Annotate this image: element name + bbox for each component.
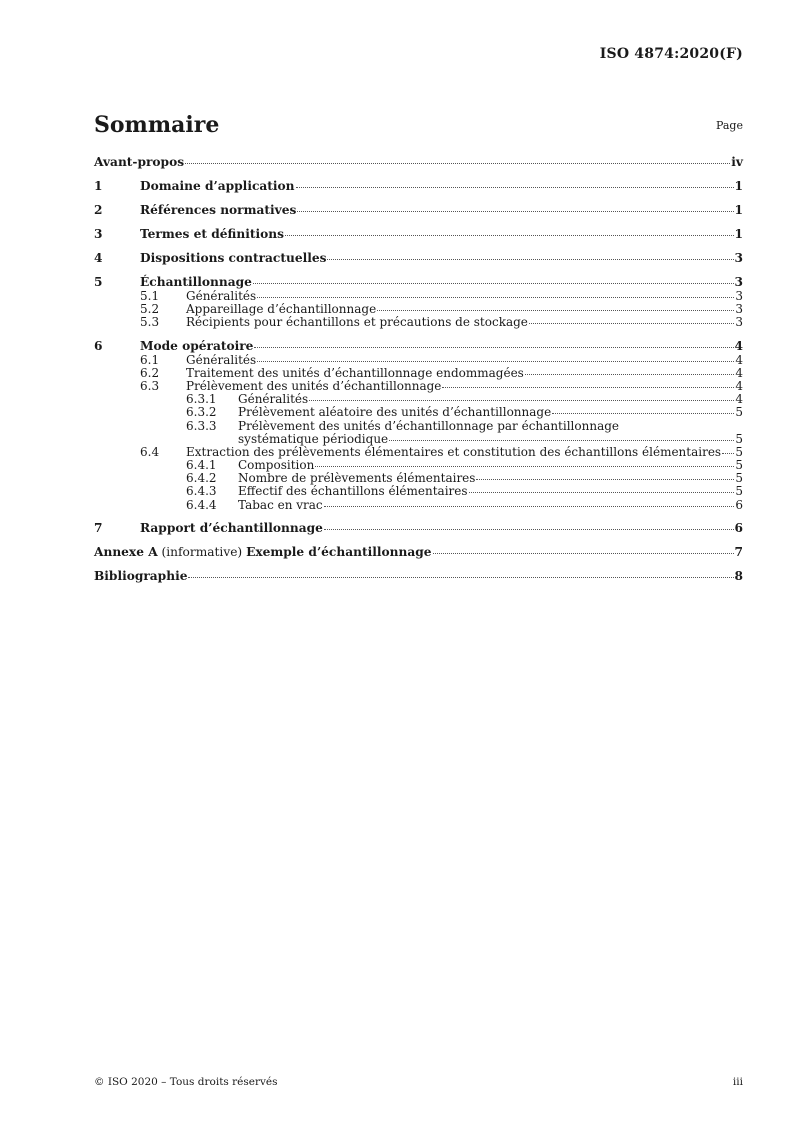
toc-title: Rapport d’échantillonnage [140,520,323,535]
toc-number: 6.4 [140,444,160,459]
toc-title: Termes et définitions [140,227,284,241]
toc-page: iv [731,155,743,169]
toc-entry-6-3-2[interactable] [94,406,743,419]
toc-page: 1 [734,179,743,193]
toc-number: 2 [94,203,103,217]
toc-entry-6-2[interactable] [94,367,743,380]
toc-page: 1 [734,203,743,217]
annex-label: Annexe A [94,544,158,559]
toc-number: 6.1 [140,352,160,367]
toc-entry-bibliographie[interactable] [94,568,743,584]
toc-title: Avant-propos [94,155,185,169]
toc-number: 6.2 [140,365,160,380]
toc-title: Échantillonnage [140,275,252,289]
dot-leader [442,387,734,388]
toc-page: 4 [735,392,743,407]
toc-title: Appareillage d’échantillonnage [186,302,377,317]
toc-title: Prélèvement aléatoire des unités d’échantillonnage [238,405,552,420]
toc-title-continued: systématique périodique [238,431,389,446]
toc-entry-6-4-3[interactable] [94,485,743,498]
toc-number: 6.3.3 [186,418,217,433]
annex-type: (informative) [157,544,247,559]
toc-page: 8 [734,568,743,583]
toc-number: 6.3.1 [186,392,217,407]
dot-leader [722,453,734,454]
toc-entry-3[interactable] [94,226,743,242]
toc-title: Récipients pour échantillons et précautions de stockage [186,315,528,330]
dot-leader [469,492,735,493]
toc-title [94,544,432,560]
toc-number: 6.4.2 [186,471,217,486]
dot-leader [188,577,733,578]
toc-number: 4 [94,251,103,265]
toc-page: 6 [735,497,743,512]
footer-copyright: © ISO 2020 – Tous droits réservés [94,1076,278,1088]
toc-page: 5 [735,405,743,420]
toc-title: Prélèvement des unités d’échantillonnage [186,378,442,393]
toc-title: Domaine d’application [140,179,295,193]
toc-number: 6.4.1 [186,458,217,473]
toc-page: 4 [735,378,743,393]
toc-number: 5 [94,275,103,289]
toc-number: 5.1 [140,289,160,303]
dot-leader [377,310,734,311]
dot-leader [185,163,730,164]
dot-leader [254,347,733,348]
toc-title: Références normatives [140,203,297,217]
dot-leader [285,235,734,236]
toc-entry-6-4-4[interactable] [94,499,743,512]
dot-leader [257,297,734,298]
toc-page: 4 [734,338,743,353]
toc-page: 3 [735,302,743,317]
toc-entry-6-1[interactable] [94,354,743,367]
toc-number: 6.4.3 [186,484,217,499]
toc-page: 3 [734,275,743,289]
toc-title: Mode opératoire [140,338,254,353]
toc-page: 1 [734,227,743,241]
dot-leader [324,506,735,507]
toc-number: 6.3.2 [186,405,217,420]
toc-entry-1[interactable] [94,178,743,194]
toc-entry-5[interactable] [94,274,743,290]
toc-entry-2[interactable] [94,202,743,218]
toc-entry-6[interactable] [94,338,743,354]
toc-entry-avant-propos[interactable] [94,154,743,170]
toc-number: 5.2 [140,302,160,317]
dot-leader [324,529,734,530]
toc-number: 1 [94,179,103,193]
toc-title: Généralités [186,352,257,367]
page-column-label: Page [715,119,743,132]
toc-title: Effectif des échantillons élémentaires [238,484,468,499]
dot-leader [253,283,734,284]
toc-page: 4 [735,365,743,380]
dot-leader [525,374,735,375]
footer-page-number: iii [732,1076,743,1088]
toc-page: 7 [734,544,743,559]
table-of-contents [94,154,743,584]
toc-entry-4[interactable] [94,250,743,266]
toc-entry-5-3[interactable] [94,316,743,329]
toc-page: 6 [734,520,743,535]
dot-leader [433,553,734,554]
toc-page: 5 [735,484,743,499]
document-code: ISO 4874:2020(F) [599,46,743,62]
toc-title: Prélèvement des unités d’échantillonnage par échantillonnage [238,418,619,433]
toc-entry-7[interactable] [94,520,743,536]
toc-title: Dispositions contractuelles [140,251,327,265]
toc-page: 3 [735,289,743,303]
page-title: Sommaire [94,112,220,138]
toc-entry-annexe-a[interactable] [94,544,743,560]
toc-entry-6-3-3[interactable] [94,420,743,446]
dot-leader [529,323,734,324]
toc-page: 5 [735,458,743,473]
toc-number: 5.3 [140,315,160,330]
dot-leader [296,187,734,188]
toc-page: 5 [735,431,743,446]
toc-title: Généralités [238,392,309,407]
toc-page: 5 [735,444,743,459]
toc-title: Généralités [186,289,257,303]
toc-number: 7 [94,520,103,535]
toc-number: 6.4.4 [186,497,217,512]
toc-title: Extraction des prélèvements élémentaires et constitution des échantillons élémentaires [186,444,722,459]
dot-leader [476,479,734,480]
dot-leader [552,413,734,414]
toc-title: Nombre de prélèvements élémentaires [238,471,476,486]
dot-leader [297,211,733,212]
toc-number: 3 [94,227,103,241]
toc-page: 5 [735,471,743,486]
dot-leader [309,400,734,401]
toc-title: Composition [238,458,315,473]
toc-page: 4 [735,352,743,367]
toc-title: Traitement des unités d’échantillonnage endommagées [186,365,524,380]
toc-page: 3 [735,315,743,330]
dot-leader [327,259,733,260]
dot-leader [315,466,734,467]
toc-page: 3 [734,251,743,265]
toc-title: Bibliographie [94,568,188,583]
toc-number: 6.3 [140,378,160,393]
toc-title: Tabac en vrac [238,497,323,512]
annex-title: Exemple d’échantillonnage [246,544,432,559]
dot-leader [389,440,734,441]
toc-number: 6 [94,338,103,353]
dot-leader [257,361,734,362]
